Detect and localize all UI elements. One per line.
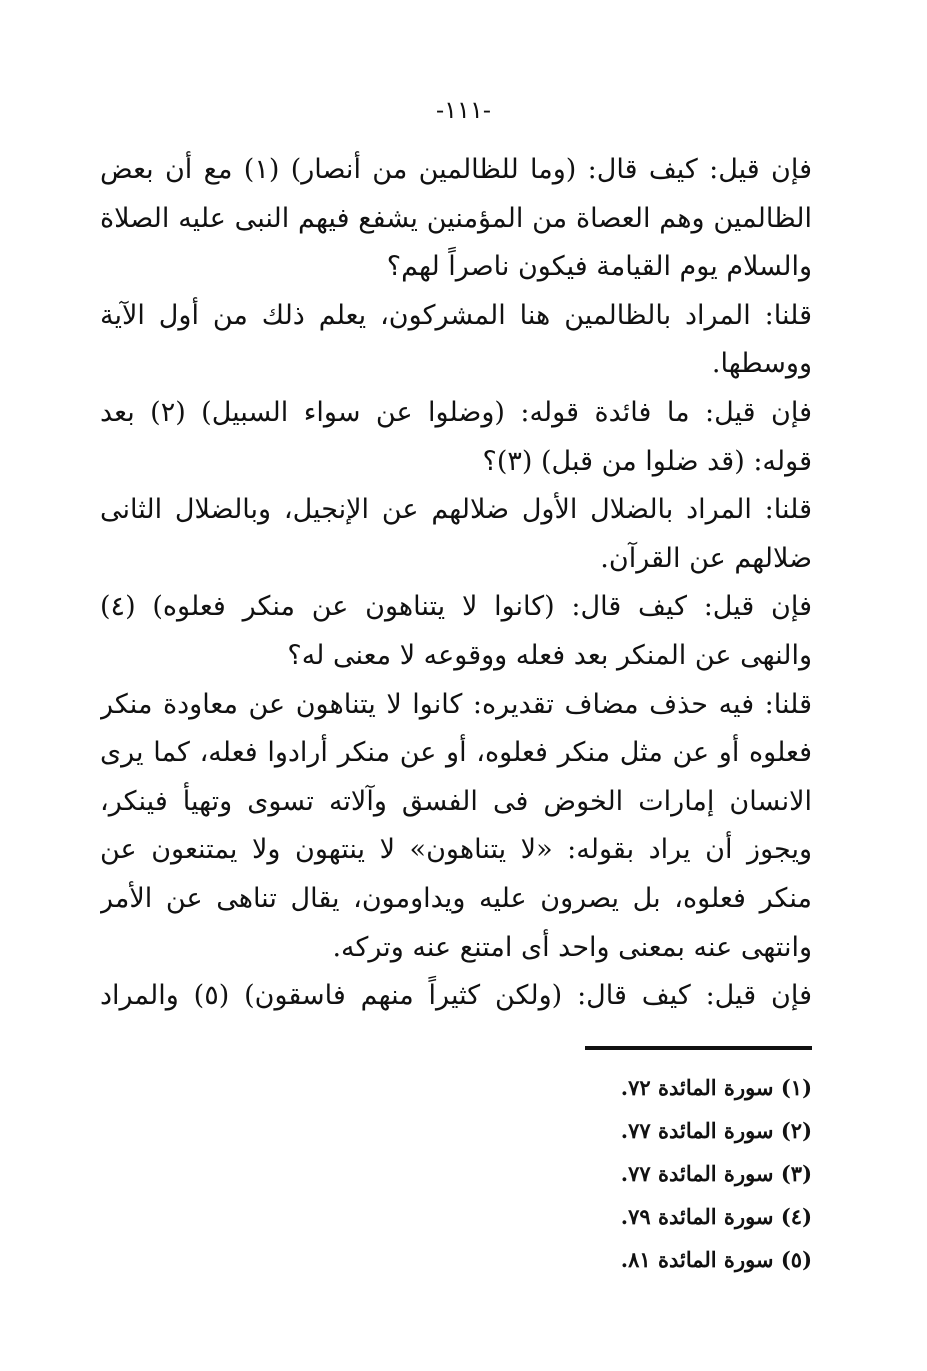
text-line-17: وانتهى عنه بمعنى واحد أى امتنع عنه وتركه. bbox=[332, 931, 812, 963]
text-line-8: قلنا: المراد بالضلال الأول ضلالهم عن الإنجيل، وبالضلال الثانى bbox=[100, 494, 812, 526]
text-line-15: ويجوز أن يراد بقوله: «لا يتناهون» لا ينتهون ولا يمتنعون عن bbox=[100, 834, 812, 866]
text-line-14: الانسان إمارات الخوض فى الفسق وآلاته تسوى وتهيأ فينكر، bbox=[100, 785, 812, 817]
text-line-5: ووسطها. bbox=[711, 348, 812, 380]
text-line-1: فإن قيل: كيف قال: (وما للظالمين من أنصار) (١) مع أن بعض bbox=[100, 154, 812, 185]
text-line-3: والسلام يوم القيامة فيكون ناصراً لهم؟ bbox=[386, 251, 812, 283]
footnote-4: (٤) سورة المائدة ٧٩. bbox=[620, 1204, 812, 1229]
text-line-13: فعلوه أو عن مثل منكر فعلوه، أو عن منكر أرادوا فعله، كما يرى bbox=[100, 737, 812, 769]
text-line-7: قوله: (قد ضلوا من قبل) (٣)؟ bbox=[482, 445, 812, 477]
footnote-1: (١) سورة المائدة ٧٢. bbox=[620, 1075, 812, 1100]
text-line-18: فإن قيل: كيف قال: (ولكن كثيراً منهم فاسقون) (٥) والمراد bbox=[100, 980, 812, 1012]
page-number: -١١١- bbox=[436, 96, 491, 124]
body-text bbox=[100, 146, 812, 1021]
footnote-5: (٥) سورة المائدة ٨١. bbox=[620, 1247, 812, 1272]
footnote-2: (٢) سورة المائدة ٧٧. bbox=[620, 1118, 812, 1143]
text-line-10: فإن قيل: كيف قال: (كانوا لا يتناهون عن منكر فعلوه) (٤) bbox=[100, 591, 812, 623]
text-line-6: فإن قيل: ما فائدة قوله: (وضلوا عن سواء السبيل) (٢) بعد bbox=[100, 396, 812, 428]
text-line-9: ضلالهم عن القرآن. bbox=[600, 542, 812, 574]
footnotes bbox=[500, 1066, 812, 1281]
text-line-12: قلنا: فيه حذف مضاف تقديره: كانوا لا يتناهون عن معاودة منكر bbox=[100, 688, 812, 720]
footnote-separator bbox=[585, 1046, 812, 1050]
text-line-4: قلنا: المراد بالظالمين هنا المشركون، يعلم ذلك من أول الآية bbox=[100, 299, 812, 331]
text-line-16: منكر فعلوه، بل يصرون عليه ويداومون، يقال تناهى عن الأمر bbox=[100, 882, 812, 914]
text-line-11: والنهى عن المنكر بعد فعله ووقوعه لا معنى له؟ bbox=[287, 639, 812, 671]
footnote-3: (٣) سورة المائدة ٧٧. bbox=[620, 1161, 812, 1186]
text-line-2: الظالمين وهم العصاة من المؤمنين يشفع فيهم النبى عليه الصلاة bbox=[100, 202, 812, 234]
